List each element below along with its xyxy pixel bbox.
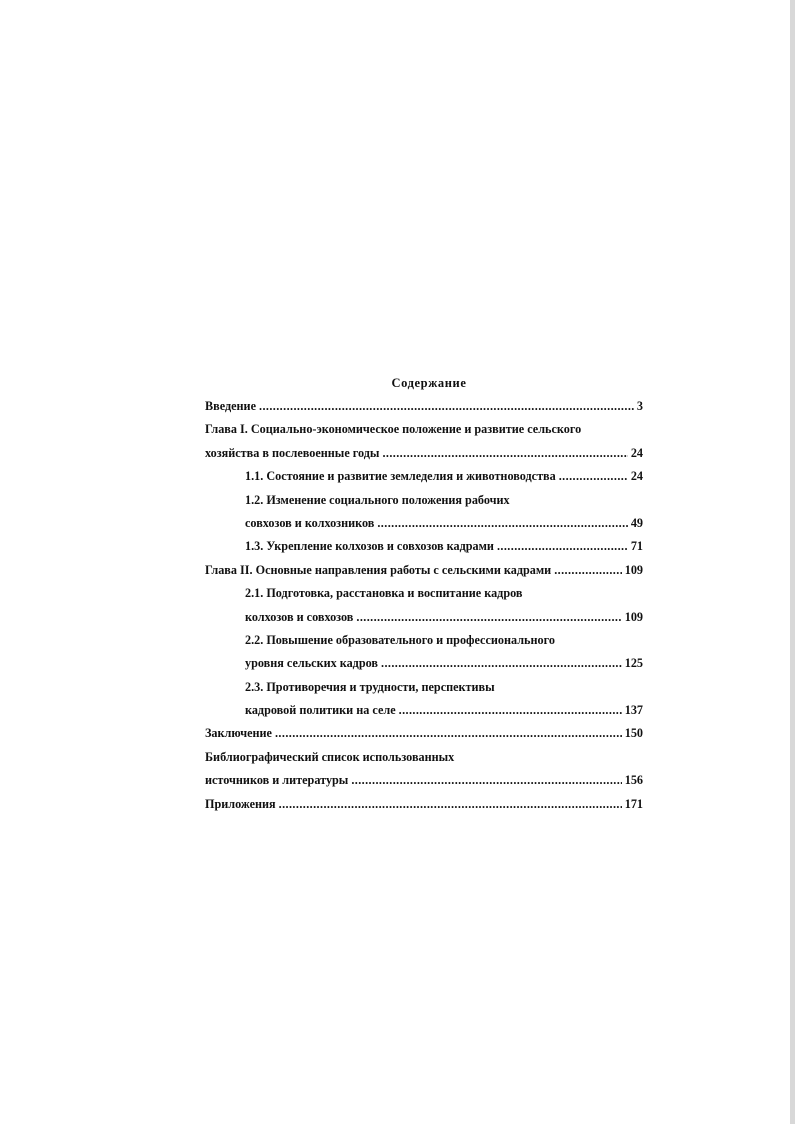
- toc-entry-page: 24: [630, 469, 643, 484]
- toc-entry-page: 49: [630, 515, 643, 530]
- dot-leader: [356, 606, 621, 629]
- toc-entry-text: 2.3. Противоречия и трудности, перспективы: [245, 679, 495, 694]
- toc-entry-page: 150: [624, 726, 643, 741]
- toc-entry-section-1-1: [205, 465, 643, 488]
- toc-entry-appendices: [205, 793, 643, 816]
- toc-entry-section-2-3-line-2: [205, 699, 643, 722]
- toc-entry-text: Библиографический список использованных: [205, 749, 455, 764]
- dot-leader: [275, 722, 622, 745]
- dot-leader: [559, 465, 628, 488]
- toc-entry-chapter-1-line-1: [205, 418, 643, 441]
- toc-entry-text: 2.1. Подготовка, расстановка и воспитание кадров: [245, 586, 523, 601]
- toc-entry-page: 3: [636, 399, 643, 413]
- toc-entry-text: 1.1. Состояние и развитие земледелия и животноводства: [245, 469, 556, 484]
- toc-entry-page: 109: [624, 562, 643, 577]
- toc-entry-text: Глава II. Основные направления работы с сельскими кадрами: [205, 562, 552, 577]
- dot-leader: [377, 512, 627, 535]
- dot-leader: [554, 559, 622, 582]
- dot-leader: [259, 395, 634, 418]
- toc-entry-section-2-2-line-2: [205, 652, 643, 675]
- table-of-contents: [205, 372, 643, 816]
- toc-entry-section-1-2-line-2: [205, 512, 643, 535]
- toc-entry-text: уровня сельских кадров: [245, 656, 378, 671]
- toc-entry-bibliography-line-1: [205, 746, 643, 769]
- toc-entry-section-1-2-line-1: [205, 489, 643, 512]
- dot-leader: [382, 442, 627, 465]
- toc-entry-text: Введение: [205, 399, 256, 413]
- toc-entry-text: 1.2. Изменение социального положения рабочих: [245, 492, 510, 507]
- toc-entry-text: 2.2. Повышение образовательного и профессионального: [245, 632, 555, 647]
- dot-leader: [497, 535, 628, 558]
- toc-entry-text: 1.3. Укрепление колхозов и совхозов кадрами: [245, 539, 494, 554]
- toc-entry-chapter-1-line-2: [205, 442, 643, 465]
- toc-entry-page: 109: [624, 609, 643, 624]
- toc-entry-text: колхозов и совхозов: [245, 609, 354, 624]
- dot-leader: [381, 652, 622, 675]
- dot-leader: [351, 769, 621, 792]
- toc-title: Содержание: [391, 376, 467, 390]
- toc-entry-bibliography-line-2: [205, 769, 643, 792]
- toc-entry-page: 71: [630, 539, 643, 554]
- toc-entry-conclusion: [205, 722, 643, 745]
- toc-entry-page: 171: [624, 796, 643, 811]
- toc-entry-chapter-2: [205, 559, 643, 582]
- toc-entry-text: источников и литературы: [205, 773, 349, 788]
- toc-entry-section-2-2-line-1: [205, 629, 643, 652]
- dot-leader: [279, 793, 622, 816]
- toc-entry-section-1-3: [205, 535, 643, 558]
- toc-entry-text: Приложения: [205, 796, 276, 811]
- toc-entry-text: Заключение: [205, 726, 272, 741]
- toc-entry-text: совхозов и колхозников: [245, 515, 375, 530]
- toc-entry-introduction: [205, 395, 643, 418]
- toc-entry-page: 24: [630, 445, 643, 460]
- toc-entry-page: 137: [624, 703, 643, 718]
- toc-entry-text: Глава I. Социально-экономическое положение и развитие сельского: [205, 422, 582, 437]
- toc-entry-text: хозяйства в послевоенные годы: [205, 445, 380, 460]
- toc-entry-section-2-3-line-1: [205, 676, 643, 699]
- page-edge: [790, 0, 795, 1124]
- toc-entry-section-2-1-line-2: [205, 606, 643, 629]
- toc-entry-text: кадровой политики на селе: [245, 703, 396, 718]
- toc-entry-section-2-1-line-1: [205, 582, 643, 605]
- toc-entry-page: 125: [624, 656, 643, 671]
- toc-entry-page: 156: [624, 773, 643, 788]
- dot-leader: [399, 699, 622, 722]
